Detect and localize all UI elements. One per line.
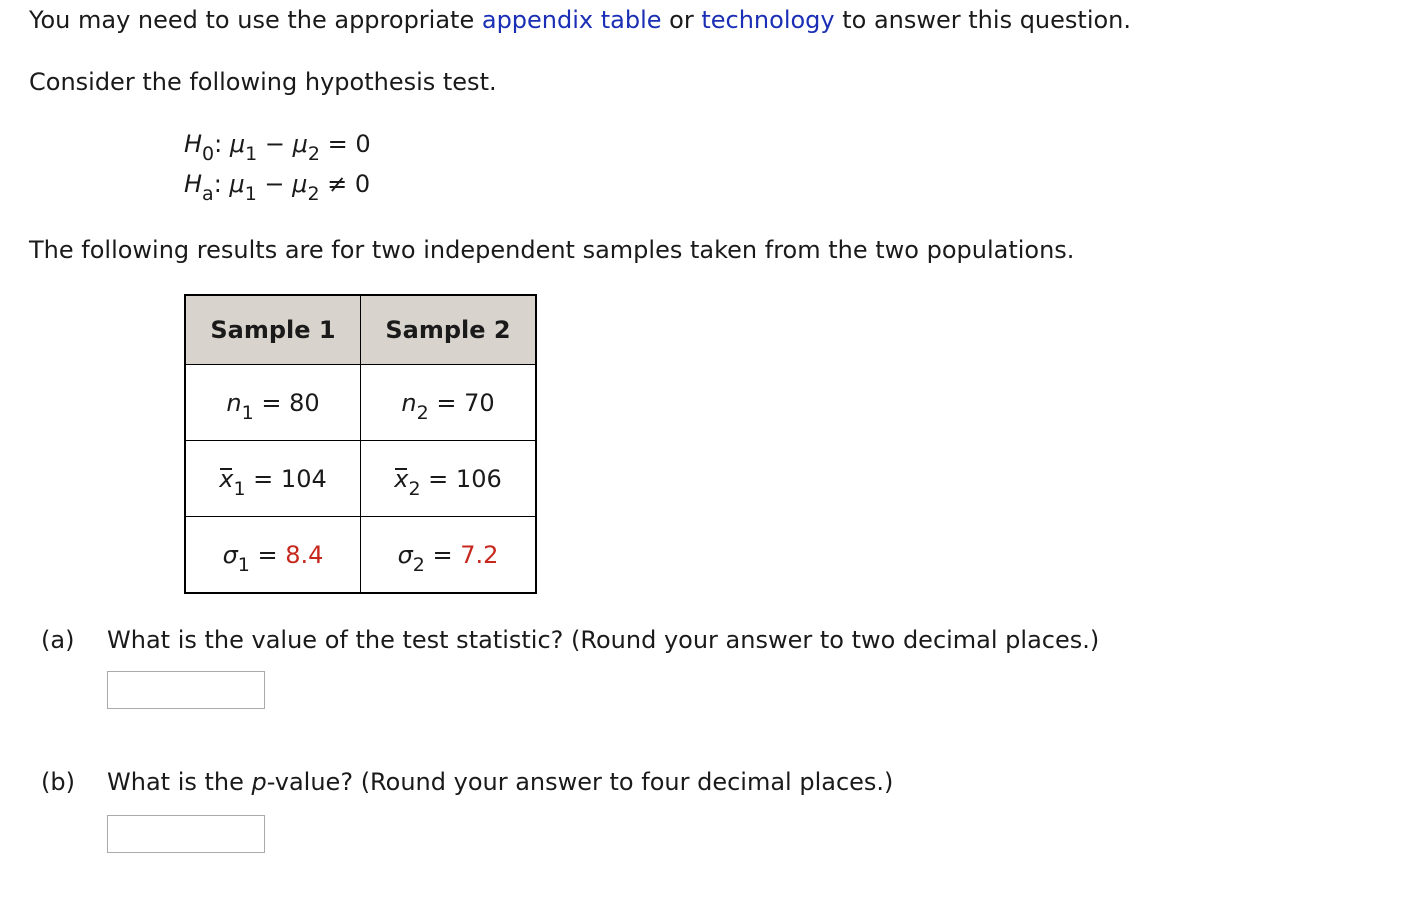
alternative-hypothesis: $H_a$: $\mu_1 - \mu_2 \ne 0$ bbox=[184, 170, 371, 205]
xbar1-cell: $x_1 = 104$ bbox=[185, 441, 361, 517]
results-text: The following results are for two independent samples taken from the two populations. bbox=[29, 236, 1075, 264]
n2-cell: $n_2 = 70$ bbox=[361, 365, 537, 441]
sigma1-cell: $\sigma_1 = 8.4$ bbox=[185, 517, 361, 594]
consider-text: Consider the following hypothesis test. bbox=[29, 68, 497, 96]
sample-2-header: Sample 2 bbox=[361, 295, 537, 365]
p-value-input[interactable] bbox=[107, 815, 265, 853]
xbar2-cell: $x_2 = 106$ bbox=[361, 441, 537, 517]
sigma2-cell: $\sigma_2 = 7.2$ bbox=[361, 517, 537, 594]
null-hypothesis: $H_0$: $\mu_1 - \mu_2 = 0$ bbox=[184, 130, 371, 165]
part-a-label: (a) bbox=[41, 626, 75, 654]
technology-link[interactable]: technology bbox=[701, 6, 835, 34]
appendix-table-link[interactable]: appendix table bbox=[481, 6, 662, 34]
sample-1-header: Sample 1 bbox=[185, 295, 361, 365]
intro-text: You may need to use the appropriate appendix table or technology to answer this question. bbox=[29, 6, 1132, 34]
part-b-label: (b) bbox=[41, 768, 75, 796]
part-a-question: What is the value of the test statistic? (Round your answer to two decimal places.) bbox=[107, 626, 1100, 654]
part-b-question: What is the p-value? (Round your answer to four decimal places.) bbox=[107, 768, 894, 796]
n1-cell: $n_1 = 80$ bbox=[185, 365, 361, 441]
samples-table bbox=[184, 294, 537, 594]
test-statistic-input[interactable] bbox=[107, 671, 265, 709]
